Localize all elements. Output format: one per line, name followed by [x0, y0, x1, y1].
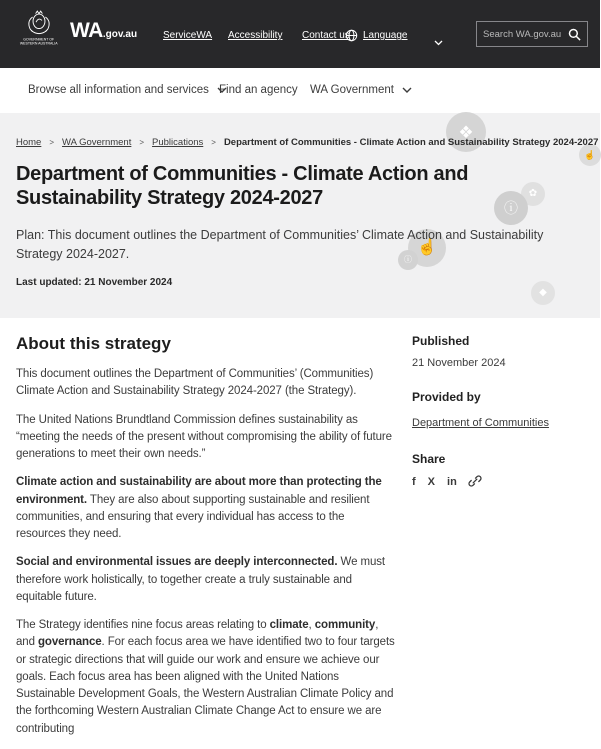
document-meta-sidebar — [412, 332, 584, 749]
nav-wa-government[interactable] — [310, 84, 412, 96]
info-decor-icon: ⓘ — [494, 191, 528, 225]
topnav-language[interactable]: Language — [363, 30, 408, 41]
last-updated: Last updated: 21 November 2024 — [16, 276, 173, 288]
provided-by-block — [412, 390, 584, 431]
touch-decor-icon: ☝ — [408, 229, 446, 267]
provided-by-link[interactable]: Department of Communities — [412, 417, 549, 429]
breadcrumb-home[interactable]: Home — [16, 137, 42, 148]
search-input[interactable] — [483, 29, 568, 40]
info-decor-icon: ⓘ — [398, 250, 418, 270]
nav-browse-services[interactable] — [28, 84, 227, 96]
page-title: Department of Communities - Climate Action and Sustainability Strategy 2024-2027 — [16, 163, 469, 209]
search-icon[interactable] — [568, 28, 581, 41]
paragraph: The Strategy identifies nine focus areas relating to climate, community, and governance. For each focus area we have identified two to four targets or strategic directions that will guide our work and ensure we achieve our goals. Each focus area has been aligned with the United Nations Sustainable Development Goals, the Western Australian Climate Policy and the forthcoming Western Australian Climate Change Act to ensure we are contributing — [16, 619, 395, 735]
breadcrumb-separator: > — [139, 138, 145, 147]
paragraph: The United Nations Brundtland Commission defines sustainability as “meeting the needs of the present without compromising the ability of future generations to meet their own needs.” — [16, 413, 392, 460]
brand-wa: WA — [70, 18, 103, 42]
nav-browse-services-label: Browse all information and services — [28, 84, 209, 96]
breadcrumb-publications[interactable]: Publications — [152, 137, 204, 148]
brand-suffix: .gov.au — [102, 28, 138, 40]
breadcrumb-separator: > — [49, 138, 55, 147]
facebook-share-icon[interactable]: f — [412, 476, 416, 488]
main-nav — [0, 68, 600, 113]
breadcrumb-current: Department of Communities - Climate Action and Sustainability Strategy 2024-2027 — [223, 137, 599, 148]
x-share-icon[interactable]: X — [427, 476, 436, 488]
linkedin-share-icon[interactable]: in — [447, 476, 457, 488]
coat-of-arms — [18, 8, 60, 53]
globe-icon — [345, 29, 358, 47]
article-paragraphs — [16, 366, 396, 738]
published-label: Published — [412, 334, 470, 348]
chevron-down-icon — [402, 87, 412, 93]
content-area — [0, 318, 600, 749]
nav-wa-government-label: WA Government — [310, 84, 394, 96]
wa-gov-logo[interactable] — [18, 8, 137, 53]
nav-find-an-agency[interactable] — [219, 84, 298, 96]
breadcrumb-wa-government[interactable]: WA Government — [62, 137, 132, 148]
site-header — [0, 0, 600, 68]
language-caret-icon[interactable] — [434, 33, 443, 51]
topnav-contact-us[interactable]: Contact us — [302, 30, 350, 41]
section-heading: About this strategy — [16, 334, 171, 353]
share-row — [412, 475, 584, 490]
article — [16, 332, 396, 749]
share-label: Share — [412, 452, 446, 466]
layers-decor-icon: ❖ — [446, 112, 486, 152]
breadcrumb-separator: > — [211, 138, 216, 147]
topnav-servicewa[interactable]: ServiceWA — [163, 30, 213, 41]
provided-by-label: Provided by — [412, 390, 481, 404]
paragraph: This document outlines the Department of Communities’ (Communities) Climate Action and Sustainability Strategy 2024-2027 (the Strategy). — [16, 368, 374, 398]
copy-link-share-icon[interactable] — [469, 475, 481, 490]
paragraph: Social and environmental issues are deeply interconnected. We must therefore work holistically, to together create a truly sustainable and equitable future. — [16, 556, 385, 603]
gem-decor-icon: ◆ — [531, 281, 555, 305]
hero-section — [0, 113, 600, 318]
leaf-decor-icon: ✿ — [521, 182, 545, 206]
published-date: 21 November 2024 — [412, 357, 506, 369]
touch-decor-icon: ☝ — [579, 144, 601, 166]
logo-caption: GOVERNMENT OF WESTERN AUSTRALIA — [20, 38, 58, 46]
share-block — [412, 452, 584, 490]
site-title — [70, 19, 137, 43]
page-summary: Plan: This document outlines the Department of Communities’ Climate Action and Sustainability Strategy 2024-2027. — [16, 228, 544, 261]
paragraph: Climate action and sustainability are about more than protecting the environment. They are also about supporting sustainable and resilient communities, and ensuring that every individual has access to the resources they need. — [16, 476, 382, 540]
search-box — [476, 21, 588, 47]
coat-of-arms-icon — [22, 8, 56, 38]
breadcrumb — [16, 137, 599, 148]
topnav-accessibility[interactable]: Accessibility — [228, 30, 283, 41]
published-block — [412, 334, 584, 369]
nav-find-an-agency-label: Find an agency — [219, 84, 298, 96]
